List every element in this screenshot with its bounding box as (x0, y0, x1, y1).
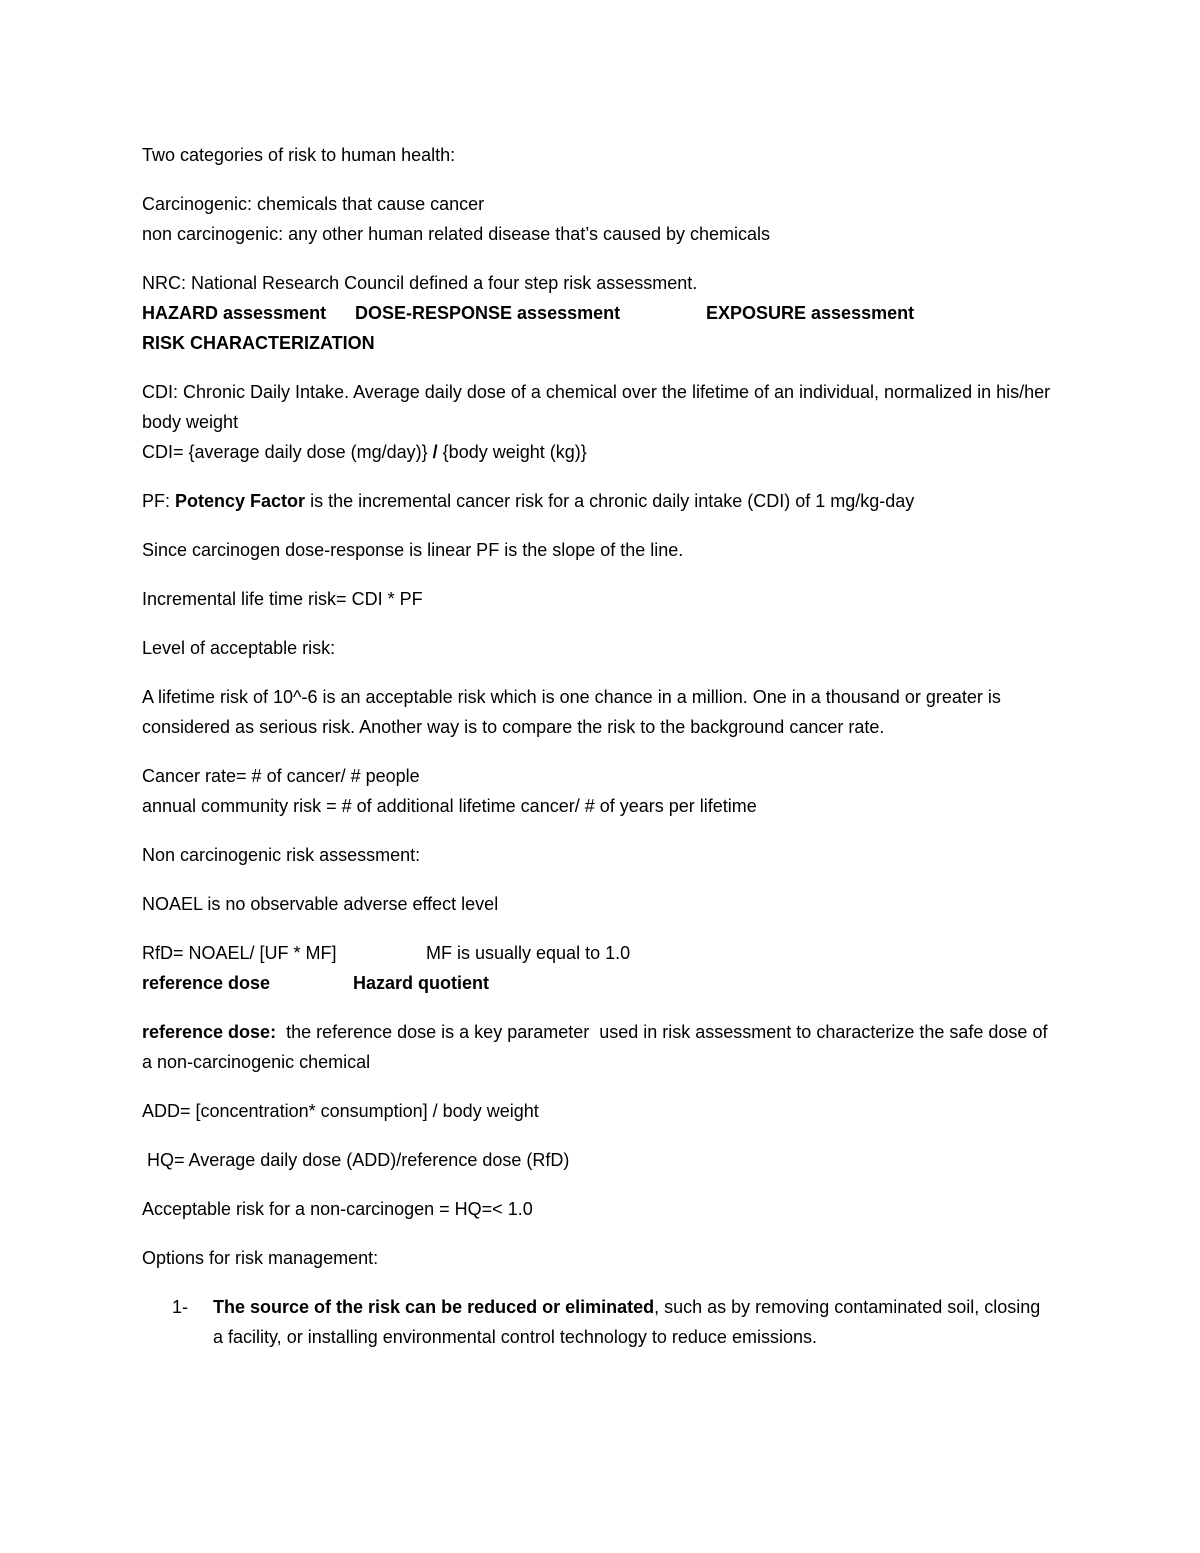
step-dose-response: DOSE-RESPONSE assessment (355, 303, 621, 323)
option-number: 1- (172, 1297, 189, 1317)
step-exposure: EXPOSURE assessment (706, 303, 915, 323)
add-formula: ADD= [concentration* consumption] / body weight (142, 1101, 539, 1121)
mf-note: MF is usually equal to 1.0 (426, 943, 631, 963)
options-heading: Options for risk management: (142, 1248, 379, 1268)
cdi-formula (142, 437, 1062, 467)
pf-rest: is the incremental cancer risk for a chronic daily intake (CDI) of 1 mg/kg-day (305, 491, 915, 511)
non-carcinogenic-heading: Non carcinogenic risk assessment: (142, 845, 421, 865)
intro-line: Two categories of risk to human health: (142, 145, 456, 165)
noael-definition: NOAEL is no observable adverse effect level (142, 894, 499, 914)
annual-risk-formula: annual community risk = # of additional lifetime cancer/ # of years per lifetime (142, 796, 757, 816)
cdi-formula-slash: / (432, 442, 438, 462)
rfd-formula: RfD= NOAEL/ [UF * MF] (142, 943, 337, 963)
carcinogenic-definition: Carcinogenic: chemicals that cause cancer (142, 194, 485, 214)
reference-dose-rest: the reference dose is a key parameter used in risk assessment to characterize the safe dose of a non-carcinogenic chemical (142, 1022, 1053, 1072)
rfd-block (142, 938, 1062, 998)
option-bold-text: The source of the risk can be reduced or eliminated (213, 1297, 655, 1317)
incremental-risk-formula: Incremental life time risk= CDI * PF (142, 589, 423, 609)
cancer-rate-formula: Cancer rate= # of cancer/ # people (142, 766, 420, 786)
document-body (142, 140, 1062, 1352)
rates-block (142, 761, 1062, 821)
risk-steps-row (142, 298, 1062, 328)
pf-term: Potency Factor (175, 491, 306, 511)
pf-definition (142, 486, 1062, 516)
linear-note: Since carcinogen dose-response is linear PF is the slope of the line. (142, 540, 684, 560)
reference-dose-definition (142, 1017, 1062, 1077)
options-list (142, 1292, 1062, 1352)
acceptable-risk-text: A lifetime risk of 10^-6 is an acceptable risk which is one chance in a million. One in a thousand or greater is considered as serious risk. Another way is to compare the risk to the background cancer rate. (142, 687, 1001, 737)
cdi-formula-right: {body weight (kg)} (437, 442, 587, 462)
step-hazard: HAZARD assessment (142, 303, 327, 323)
hazard-quotient-label: Hazard quotient (353, 973, 490, 993)
nrc-definition: NRC: National Research Council defined a four step risk assessment. (142, 273, 698, 293)
nrc-block (142, 268, 1062, 358)
acceptable-risk-heading: Level of acceptable risk: (142, 638, 336, 658)
rfd-row (142, 938, 1062, 968)
acceptable-non-carcinogen: Acceptable risk for a non-carcinogen = HQ=< 1.0 (142, 1199, 533, 1219)
cdi-formula-left: CDI= {average daily dose (mg/day)} (142, 442, 433, 462)
categories-block (142, 189, 1062, 249)
cdi-definition: CDI: Chronic Daily Intake. Average daily dose of a chemical over the lifetime of an individual, normalized in his/her body weight (142, 382, 1051, 432)
reference-dose-term: reference dose: (142, 1022, 277, 1042)
reference-dose-label: reference dose (142, 973, 271, 993)
non-carcinogenic-definition: non carcinogenic: any other human related disease that’s caused by chemicals (142, 224, 771, 244)
labels-row (142, 968, 1062, 998)
hq-formula: HQ= Average daily dose (ADD)/reference dose (RfD) (142, 1150, 570, 1170)
pf-prefix: PF: (142, 491, 176, 511)
cdi-block (142, 377, 1062, 467)
option-rest-text: , such as by removing contaminated soil, closing a facility, or installing environmental control technology to reduce emissions. (213, 1297, 1041, 1347)
step-risk-characterization: RISK CHARACTERIZATION (142, 333, 375, 353)
list-item (142, 1292, 1043, 1352)
